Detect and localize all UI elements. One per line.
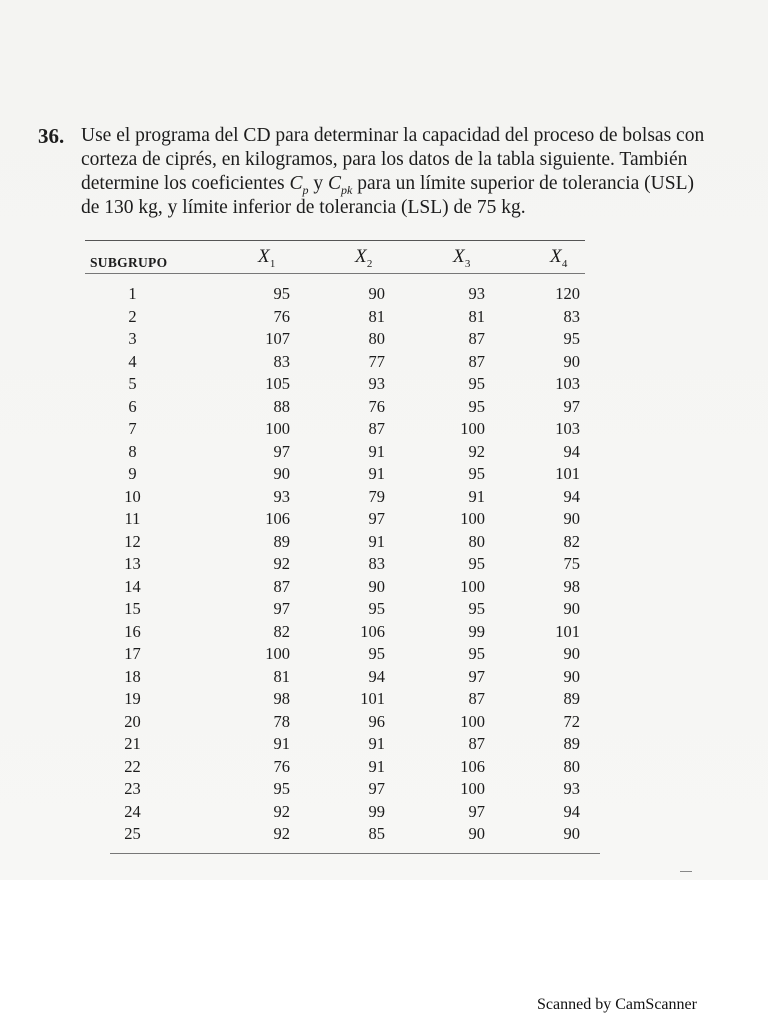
subgroup-cell: 15 bbox=[124, 599, 141, 618]
x2-cell: 80 bbox=[368, 329, 385, 348]
x2-cell: 101 bbox=[360, 689, 385, 708]
subgroup-cell: 25 bbox=[124, 824, 141, 843]
subgroup-cell: 20 bbox=[124, 711, 141, 731]
x1-cell: 81 bbox=[273, 666, 290, 686]
x2-cell: 81 bbox=[368, 306, 385, 326]
x4-cell: 97 bbox=[563, 396, 580, 416]
x3-cell: 100 bbox=[460, 576, 485, 596]
x1-cell: 95 bbox=[273, 779, 290, 798]
table-row bbox=[85, 442, 605, 464]
table-row bbox=[85, 712, 605, 734]
x1-cell: 92 bbox=[273, 801, 290, 821]
subgroup-cell: 18 bbox=[124, 666, 141, 686]
problem-line-2: corteza de ciprés, en kilogramos, para los datos de la tabla siguiente. También bbox=[81, 149, 688, 170]
x1-cell: 100 bbox=[265, 419, 290, 438]
x2-base: X bbox=[355, 246, 367, 267]
table-row bbox=[85, 689, 605, 711]
x3-cell: 99 bbox=[468, 621, 485, 641]
x1-cell: 92 bbox=[273, 554, 290, 573]
table-row bbox=[85, 284, 605, 306]
x2-cell: 96 bbox=[368, 711, 385, 731]
x2-cell: 106 bbox=[360, 621, 385, 641]
x3-cell: 87 bbox=[468, 689, 485, 708]
table-row bbox=[85, 397, 605, 419]
x1-cell: 107 bbox=[265, 329, 290, 348]
x2-cell: 95 bbox=[368, 644, 385, 663]
x4-cell: 75 bbox=[563, 554, 580, 573]
x4-cell: 94 bbox=[563, 441, 580, 461]
table-row bbox=[85, 509, 605, 531]
table-row bbox=[85, 779, 605, 801]
table-row bbox=[85, 554, 605, 576]
x3-cell: 95 bbox=[468, 554, 485, 573]
x4-cell: 90 bbox=[563, 599, 580, 618]
problem-line-4: de 130 kg, y límite inferior de tolerancia (LSL) de 75 kg. bbox=[81, 197, 526, 218]
x2-cell: 76 bbox=[368, 396, 385, 416]
table-top-rule bbox=[85, 240, 585, 241]
x2-cell: 93 bbox=[368, 374, 385, 393]
table-row bbox=[85, 802, 605, 824]
x3-base: X bbox=[453, 246, 465, 267]
x2-cell: 94 bbox=[368, 666, 385, 686]
x4-cell: 90 bbox=[563, 644, 580, 663]
x3-cell: 95 bbox=[468, 396, 485, 416]
x4-cell: 80 bbox=[563, 756, 580, 776]
table-row bbox=[85, 824, 605, 846]
x1-cell: 82 bbox=[273, 621, 290, 641]
header-x2 bbox=[355, 246, 373, 270]
table-row bbox=[85, 599, 605, 621]
header-x3 bbox=[453, 246, 471, 270]
table-row bbox=[85, 622, 605, 644]
table-row bbox=[85, 644, 605, 666]
problem-line-1: Use el programa del CD para determinar la capacidad del proceso de bolsas con bbox=[81, 125, 705, 146]
cp-symbol bbox=[289, 173, 309, 197]
x4-cell: 90 bbox=[563, 824, 580, 843]
cpk-subscript: pk bbox=[341, 182, 353, 197]
subgroup-cell: 22 bbox=[124, 756, 141, 776]
x3-cell: 95 bbox=[468, 599, 485, 618]
x4-cell: 98 bbox=[563, 576, 580, 596]
x3-cell: 95 bbox=[468, 644, 485, 663]
x3-cell: 95 bbox=[468, 374, 485, 393]
x3-cell: 100 bbox=[460, 419, 485, 438]
x1-cell: 98 bbox=[273, 689, 290, 708]
subgroup-cell: 6 bbox=[128, 396, 137, 416]
x2-cell: 91 bbox=[368, 441, 385, 461]
subgroup-cell: 4 bbox=[128, 351, 137, 371]
x4-cell: 94 bbox=[563, 801, 580, 821]
subgroup-cell: 11 bbox=[124, 509, 141, 528]
subgroup-cell: 12 bbox=[124, 531, 141, 551]
x1-base: X bbox=[258, 246, 270, 267]
x3-cell: 90 bbox=[468, 824, 485, 843]
subgroup-cell: 8 bbox=[128, 441, 137, 461]
problem-number: 36. bbox=[38, 124, 65, 148]
cpk-symbol bbox=[327, 173, 353, 197]
x4-base: X bbox=[550, 246, 562, 267]
x4-cell: 83 bbox=[563, 306, 580, 326]
header-x4 bbox=[550, 246, 568, 270]
x2-cell: 91 bbox=[368, 531, 385, 551]
x4-cell: 103 bbox=[555, 374, 580, 393]
x3-cell: 97 bbox=[468, 801, 485, 821]
table-row bbox=[85, 667, 605, 689]
x1-cell: 92 bbox=[273, 824, 290, 843]
x2-cell: 95 bbox=[368, 599, 385, 618]
x3-subscript: 3 bbox=[464, 257, 471, 270]
x3-cell: 100 bbox=[460, 509, 485, 528]
x2-cell: 97 bbox=[368, 779, 385, 798]
table-row bbox=[85, 374, 605, 396]
x1-cell: 90 bbox=[273, 464, 290, 483]
x1-cell: 89 bbox=[273, 531, 290, 551]
table-header-rule bbox=[85, 273, 585, 274]
x3-cell: 100 bbox=[460, 711, 485, 731]
x1-cell: 91 bbox=[273, 734, 290, 753]
table-row bbox=[85, 352, 605, 374]
x4-cell: 90 bbox=[563, 509, 580, 528]
x1-subscript: 1 bbox=[269, 257, 276, 270]
cp-base: C bbox=[289, 173, 303, 194]
subgroup-cell: 9 bbox=[128, 464, 137, 483]
x4-cell: 94 bbox=[563, 486, 580, 506]
x4-subscript: 4 bbox=[561, 257, 568, 270]
x2-cell: 79 bbox=[368, 486, 385, 506]
header-x1 bbox=[258, 246, 276, 270]
x3-cell: 81 bbox=[468, 306, 485, 326]
x4-cell: 89 bbox=[563, 689, 580, 708]
problem-line-3 bbox=[81, 172, 704, 196]
x2-cell: 77 bbox=[368, 351, 385, 371]
subgroup-cell: 21 bbox=[124, 734, 141, 753]
x3-cell: 80 bbox=[468, 531, 485, 551]
x4-cell: 93 bbox=[563, 779, 580, 798]
x1-cell: 93 bbox=[273, 486, 290, 506]
camscanner-watermark: Scanned by CamScanner bbox=[537, 996, 697, 1013]
x1-cell: 100 bbox=[265, 644, 290, 663]
table-row bbox=[85, 757, 605, 779]
x4-cell: 101 bbox=[555, 464, 580, 483]
x2-cell: 83 bbox=[368, 554, 385, 573]
x3-cell: 93 bbox=[468, 284, 485, 303]
subgroup-cell: 16 bbox=[124, 621, 141, 641]
x1-cell: 106 bbox=[265, 509, 290, 528]
line3-text-end: para un límite superior de tolerancia (USL) bbox=[352, 173, 694, 194]
line3-text-start: determine los coeficientes bbox=[81, 173, 290, 194]
x2-cell: 91 bbox=[368, 464, 385, 483]
x4-cell: 90 bbox=[563, 351, 580, 371]
x2-subscript: 2 bbox=[366, 257, 373, 270]
x2-cell: 99 bbox=[368, 801, 385, 821]
table-row bbox=[85, 464, 605, 486]
x4-cell: 120 bbox=[555, 284, 580, 303]
subgroup-cell: 14 bbox=[124, 576, 141, 596]
x2-cell: 97 bbox=[368, 509, 385, 528]
x3-cell: 97 bbox=[468, 666, 485, 686]
x1-cell: 95 bbox=[273, 284, 290, 303]
table-row bbox=[85, 734, 605, 756]
subgroup-cell: 17 bbox=[124, 644, 141, 663]
x3-cell: 91 bbox=[468, 486, 485, 506]
x3-cell: 87 bbox=[468, 351, 485, 371]
x3-cell: 95 bbox=[468, 464, 485, 483]
x4-cell: 103 bbox=[555, 419, 580, 438]
x2-cell: 85 bbox=[368, 824, 385, 843]
problem-text bbox=[81, 124, 704, 220]
x4-cell: 82 bbox=[563, 531, 580, 551]
table-bottom-rule bbox=[110, 853, 600, 854]
x2-cell: 90 bbox=[368, 576, 385, 596]
x4-cell: 95 bbox=[563, 329, 580, 348]
subgroup-cell: 5 bbox=[128, 374, 137, 393]
table-row bbox=[85, 532, 605, 554]
x4-cell: 72 bbox=[563, 711, 580, 731]
x1-cell: 78 bbox=[273, 711, 290, 731]
x1-cell: 83 bbox=[273, 351, 290, 371]
subgroup-cell: 24 bbox=[124, 801, 141, 821]
table-row bbox=[85, 307, 605, 329]
x3-cell: 87 bbox=[468, 329, 485, 348]
subgroup-cell: 2 bbox=[128, 306, 137, 326]
header-subgroup: SUBGRUPO bbox=[90, 255, 168, 270]
subgroup-cell: 3 bbox=[128, 329, 137, 348]
subgroup-cell: 13 bbox=[124, 554, 141, 573]
x1-cell: 76 bbox=[273, 306, 290, 326]
subgroup-cell: 23 bbox=[124, 779, 141, 798]
table-row bbox=[85, 329, 605, 351]
subgroup-cell: 1 bbox=[128, 284, 137, 303]
x2-cell: 87 bbox=[368, 419, 385, 438]
table-row bbox=[85, 419, 605, 441]
x4-cell: 90 bbox=[563, 666, 580, 686]
x1-cell: 105 bbox=[265, 374, 290, 393]
x2-cell: 91 bbox=[368, 756, 385, 776]
x3-cell: 87 bbox=[468, 734, 485, 753]
x3-cell: 100 bbox=[460, 779, 485, 798]
x4-cell: 89 bbox=[563, 734, 580, 753]
table-row bbox=[85, 487, 605, 509]
subgroup-cell: 19 bbox=[124, 689, 141, 708]
x1-cell: 87 bbox=[273, 576, 290, 596]
x1-cell: 76 bbox=[273, 756, 290, 776]
x3-cell: 106 bbox=[460, 756, 485, 776]
x3-cell: 92 bbox=[468, 441, 485, 461]
x2-cell: 90 bbox=[368, 284, 385, 303]
x1-cell: 97 bbox=[273, 599, 290, 618]
x1-cell: 97 bbox=[273, 441, 290, 461]
line3-conjunction: y bbox=[308, 173, 328, 194]
cpk-base: C bbox=[327, 173, 341, 194]
x1-cell: 88 bbox=[273, 396, 290, 416]
table-row bbox=[85, 577, 605, 599]
x4-cell: 101 bbox=[555, 621, 580, 641]
x2-cell: 91 bbox=[368, 734, 385, 753]
subgroup-cell: 7 bbox=[128, 419, 137, 438]
subgroup-cell: 10 bbox=[124, 486, 141, 506]
margin-mark bbox=[680, 871, 692, 872]
cp-subscript: p bbox=[302, 182, 309, 197]
